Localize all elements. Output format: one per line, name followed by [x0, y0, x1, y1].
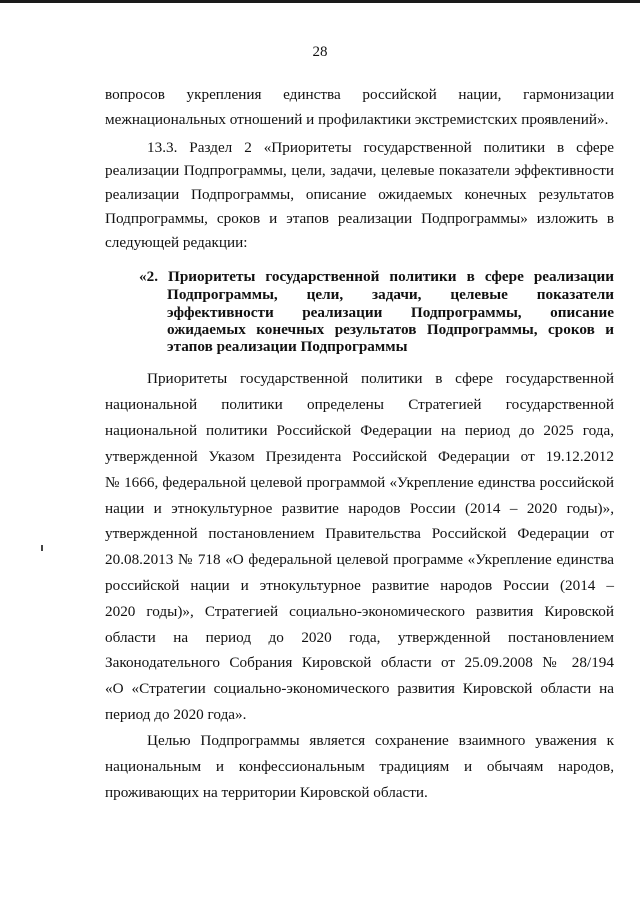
text-line: утвержденной постановлением Правительства Российской Федерации от: [105, 525, 614, 542]
heading-line: ожидаемых конечных результатов Подпрограммы, сроков и: [167, 321, 614, 338]
heading-line: Подпрограммы, цели, задачи, целевые показатели: [167, 286, 614, 303]
heading-line: эффективности реализации Подпрограммы, описание: [167, 304, 614, 321]
text-line: Целью Подпрограммы является сохранение взаимного уважения к: [147, 732, 614, 749]
text-line: Подпрограммы, сроков и этапов реализации Подпрограммы» изложить в: [105, 210, 614, 227]
text-line: реализации Подпрограммы, цели, задачи, целевые показатели эффективности: [105, 162, 614, 179]
text-line: Законодательного Собрания Кировской области от 25.09.2008 № 28/194: [105, 654, 614, 671]
text-line: № 1666, федеральной целевой программой «Укрепление единства российской: [105, 474, 614, 491]
text-line: 20.08.2013 № 718 «О федеральной целевой программе «Укрепление единства: [105, 551, 614, 568]
text-line: «О «Стратегии социально-экономического развития Кировской области на: [105, 680, 614, 697]
text-line: российской нации и этнокультурное развитие народов России (2014 –: [105, 577, 614, 594]
heading-line: этапов реализации Подпрограммы: [167, 338, 408, 355]
text-line: 2020 годы)», Стратегией социально-экономического развития Кировской: [105, 603, 614, 620]
text-line: Приоритеты государственной политики в сфере государственной: [147, 370, 614, 387]
text-line: национальной политики Российской Федерации на период до 2025 года,: [105, 422, 614, 439]
text-line: национальным и конфессиональным традициям и обычаям народов,: [105, 758, 614, 775]
text-line: реализации Подпрограммы, описание ожидаемых конечных результатов: [105, 186, 614, 203]
text-line: области на период до 2020 года, утвержденной постановлением: [105, 629, 614, 646]
text-line: проживающих на территории Кировской области.: [105, 784, 428, 801]
text-line: 13.3. Раздел 2 «Приоритеты государственной политики в сфере: [147, 139, 614, 156]
text-line: нации и этнокультурное развитие народов России (2014 – 2020 годы)»,: [105, 500, 614, 517]
page-number: 28: [312, 44, 328, 60]
heading-line: «2. Приоритеты государственной политики в сфере реализации: [139, 268, 614, 285]
scan-top-edge: [0, 0, 640, 3]
text-line: вопросов укрепления единства российской нации, гармонизации: [105, 86, 614, 103]
scan-artifact-mark: [41, 545, 43, 551]
text-line: национальной политики определены Стратегией государственной: [105, 396, 614, 413]
text-line: период до 2020 года».: [105, 706, 247, 723]
text-line: утвержденной Указом Президента Российской Федерации от 19.12.2012: [105, 448, 614, 465]
text-line: следующей редакции:: [105, 234, 248, 251]
text-line: межнациональных отношений и профилактики экстремистских проявлений».: [105, 111, 609, 128]
